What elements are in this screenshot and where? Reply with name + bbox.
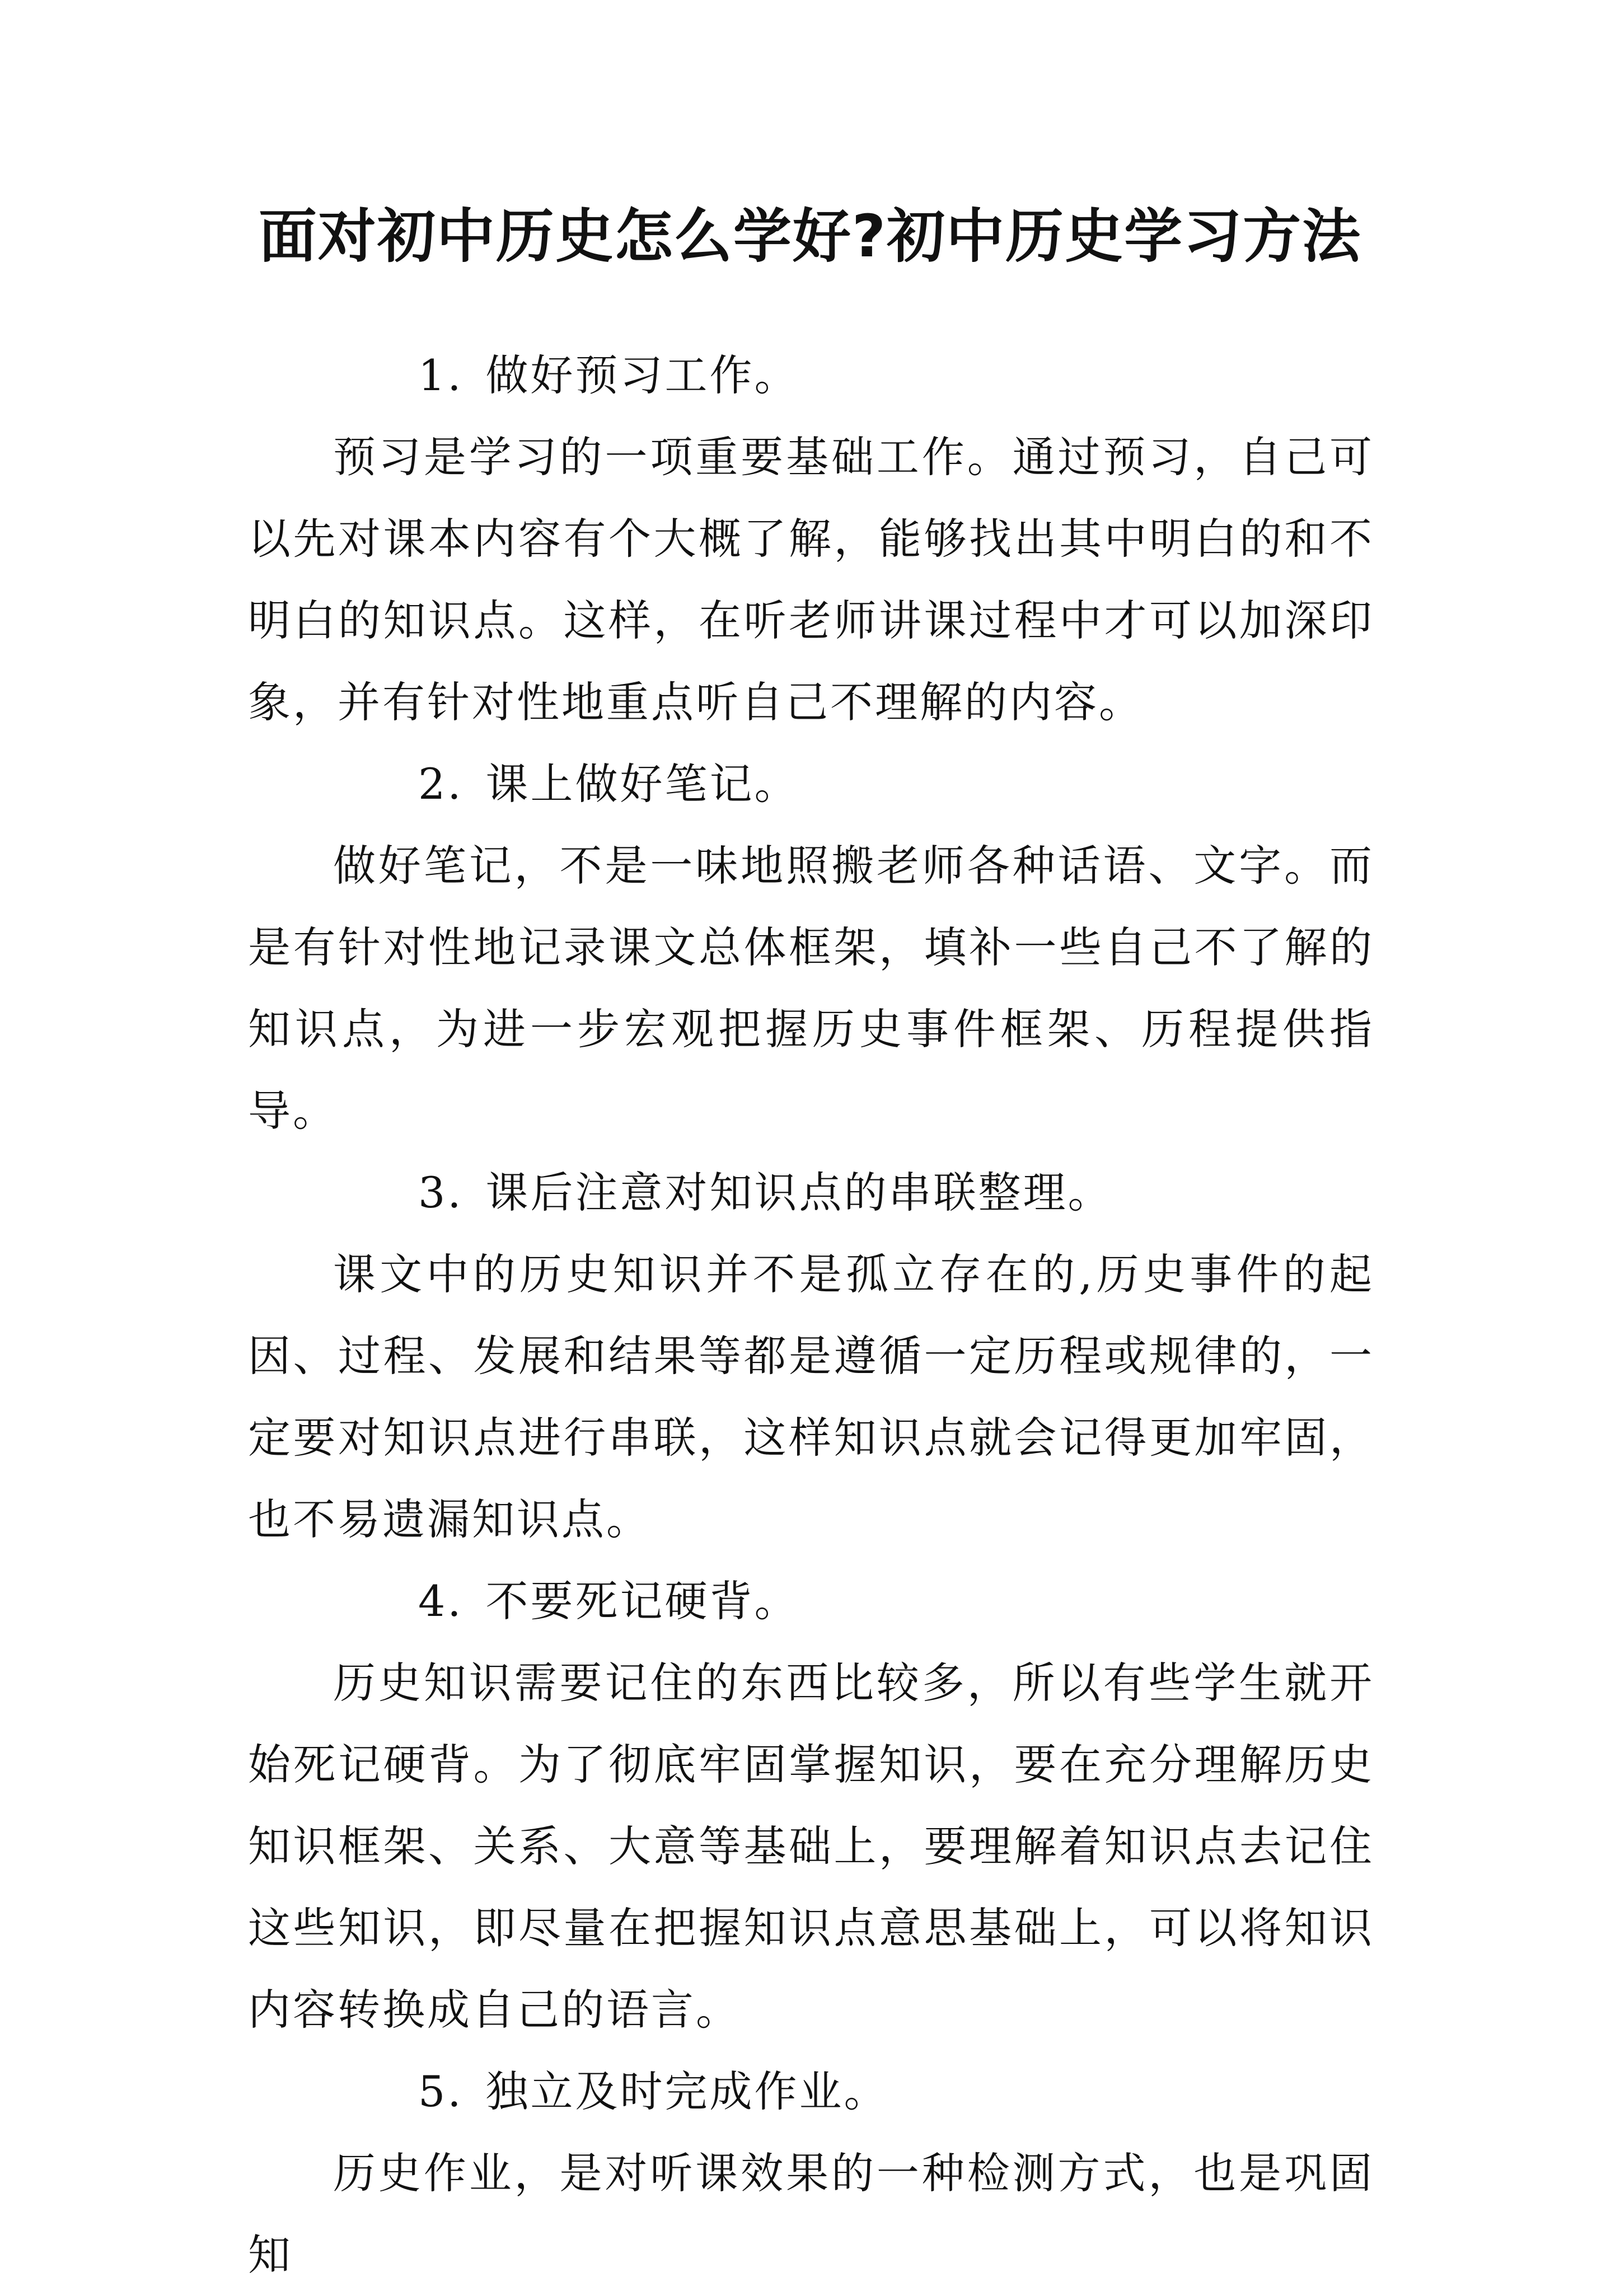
section-number: 4. bbox=[418, 1576, 463, 1626]
section-heading bbox=[248, 1561, 1374, 1642]
section-paragraph: 课文中的历史知识并不是孤立存在的,历史事件的起因、过程、发展和结果等都是遵循一定历程或规律的，一定要对知识点进行串联，这样知识点就会记得更加牢固，也不易遗漏知识点。 bbox=[248, 1249, 1374, 1544]
section-heading-text: 独立及时完成作业。 bbox=[485, 2067, 889, 2116]
section-number: 1. bbox=[418, 350, 463, 400]
section-heading bbox=[248, 2051, 1374, 2133]
section-heading bbox=[248, 743, 1374, 825]
document-title: 面对初中历史怎么学好?初中历史学习方法 bbox=[258, 202, 1362, 270]
section-number: 2. bbox=[418, 759, 463, 809]
section-number: 3. bbox=[418, 1168, 463, 1217]
document-body bbox=[248, 335, 1374, 2296]
section-number: 5. bbox=[418, 2067, 463, 2116]
section-paragraph: 预习是学习的一项重要基础工作。通过预习，自己可以先对课本内容有个大概了解，能够找出其中明白的和不明白的知识点。这样，在听老师讲课过程中才可以加深印象，并有针对性地重点听自己不理解的内容。 bbox=[248, 432, 1374, 727]
section-heading bbox=[248, 1152, 1374, 1234]
section-paragraph: 历史知识需要记住的东西比较多，所以有些学生就开始死记硬背。为了彻底牢固掌握知识，要在充分理解历史知识框架、关系、大意等基础上，要理解着知识点去记住这些知识，即尽量在把握知识点意思基础上，可以将知识内容转换成自己的语言。 bbox=[248, 1658, 1374, 2035]
section-heading-text: 不要死记硬背。 bbox=[485, 1576, 799, 1626]
section-paragraph: 做好笔记，不是一味地照搬老师各种话语、文字。而是有针对性地记录课文总体框架，填补一些自己不了解的知识点，为进一步宏观把握历史事件框架、历程提供指导。 bbox=[248, 841, 1374, 1136]
section-heading bbox=[248, 335, 1374, 416]
section-heading-text: 课后注意对知识点的串联整理。 bbox=[485, 1168, 1113, 1217]
section-heading-text: 课上做好笔记。 bbox=[485, 759, 799, 809]
section-paragraph: 历史作业，是对听课效果的一种检测方式，也是巩固知 bbox=[248, 2148, 1374, 2280]
section-heading-text: 做好预习工作。 bbox=[485, 350, 799, 400]
